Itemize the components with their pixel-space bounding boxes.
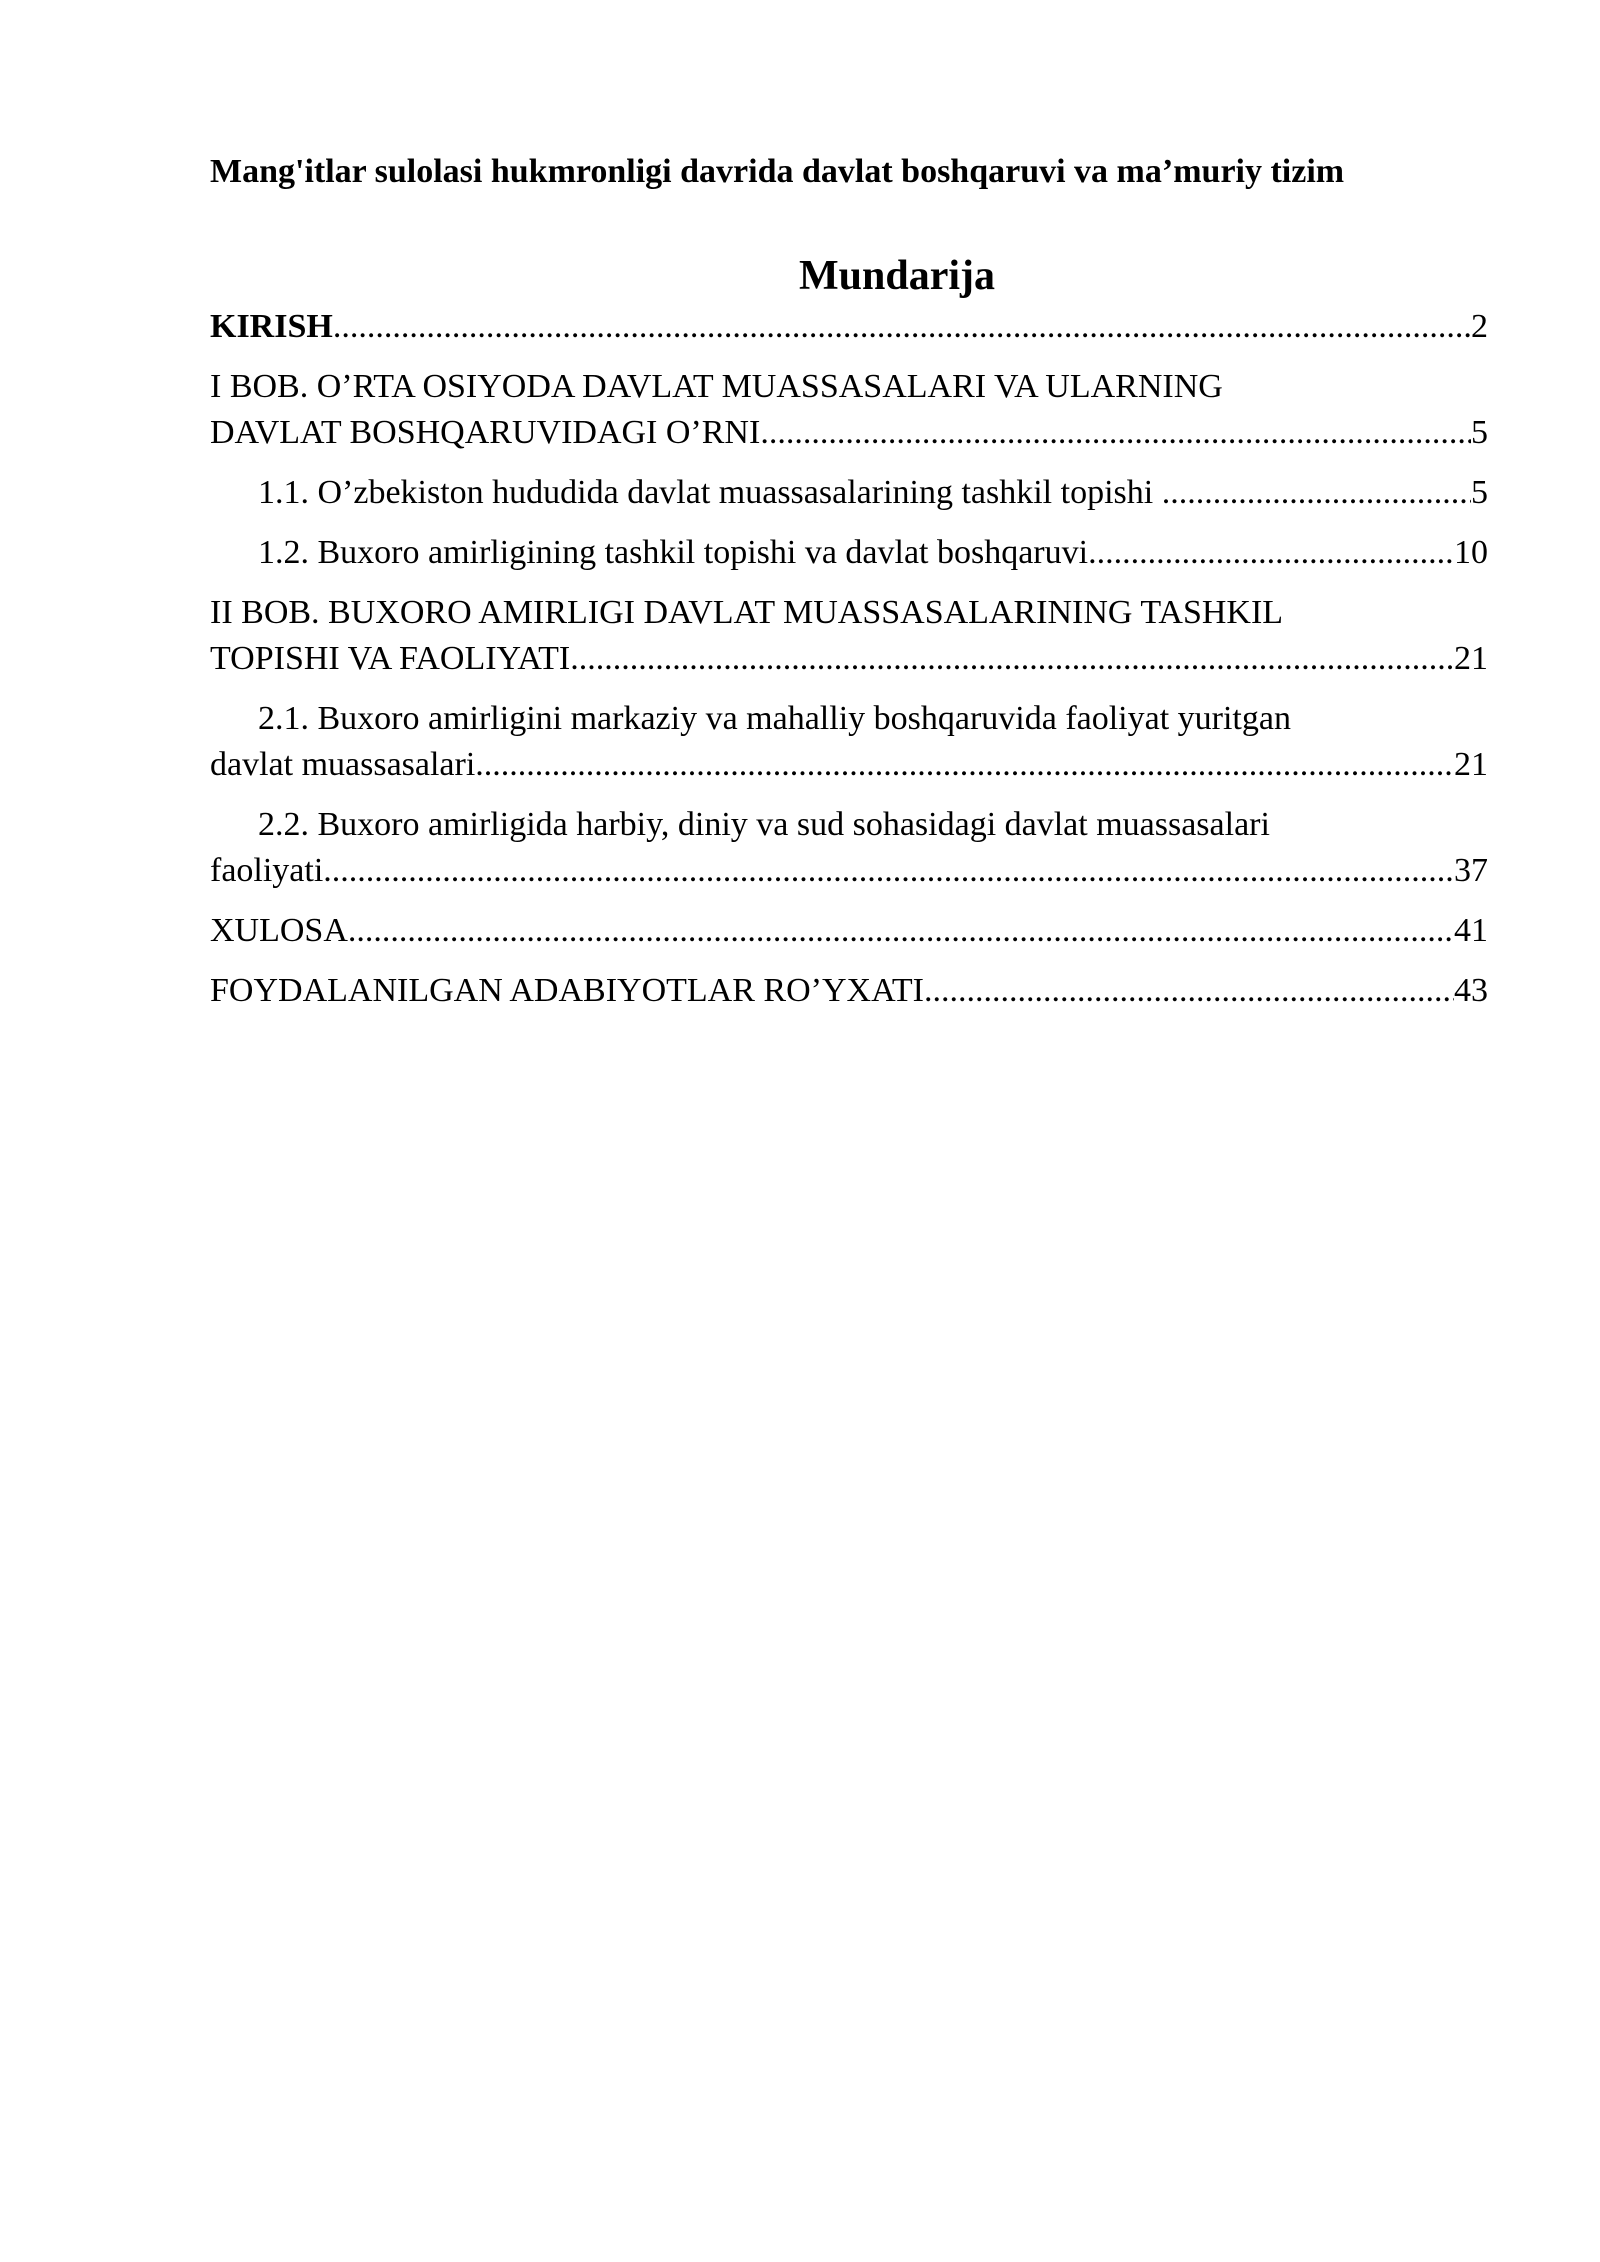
toc-entry-xulosa[interactable] [210,908,1488,954]
toc-entry-section-1-1[interactable] [210,470,1488,516]
toc-heading: Mundarija [798,253,995,299]
toc-entry-references[interactable] [210,968,1488,1014]
toc-entry-text: TOPISHI VA FAOLIYATI [210,640,571,677]
toc-entry-text-line1: 2.1. Buxoro amirligini markaziy va mahalliy boshqaruvida faoliyat yuritgan [258,700,1291,737]
toc-entry-text: KIRISH [210,308,333,345]
toc-entry-section-1-2[interactable] [210,530,1488,576]
toc-page-number: 2 [1471,308,1488,345]
toc-entry-text-line1: I BOB. O’RTA OSIYODA DAVLAT MUASSASALARI VA ULARNING [210,368,1223,405]
toc-entry-text: XULOSA [210,912,348,949]
dot-leader [333,304,1471,350]
table-of-contents [210,304,1488,1028]
toc-entry-section-2-2[interactable] [210,802,1488,894]
toc-page-number: 21 [1454,640,1488,677]
toc-page-number: 5 [1471,414,1488,451]
toc-page-number: 43 [1454,972,1488,1009]
dot-leader [570,636,1454,682]
toc-entry-chapter-1[interactable] [210,364,1488,456]
toc-entry-text: davlat muassasalari [210,746,476,783]
document-title: Mang'itlar sulolasi hukmronligi davrida davlat boshqaruvi va ma’muriy tizim [210,153,1345,190]
toc-page-number: 37 [1454,852,1488,889]
dot-leader [924,968,1454,1014]
toc-page-number: 5 [1471,474,1488,511]
toc-entry-chapter-2[interactable] [210,590,1488,682]
dot-leader [475,742,1454,788]
toc-page-number: 21 [1454,746,1488,783]
toc-entry-text-line1: 2.2. Buxoro amirligida harbiy, diniy va sud sohasidagi davlat muassasalari [258,806,1270,843]
toc-entry-text: faoliyati [210,852,324,889]
dot-leader [1088,530,1454,576]
dot-leader [1162,470,1471,516]
toc-page-number: 10 [1454,534,1488,571]
toc-entry-text: 1.2. Buxoro amirligining tashkil topishi va davlat boshqaruvi [258,534,1089,571]
toc-entry-text-line1: II BOB. BUXORO AMIRLIGI DAVLAT MUASSASALARINING TASHKIL [210,594,1284,631]
toc-entry-text: DAVLAT BOSHQARUVIDAGI O’RNI [210,414,761,451]
toc-page-number: 41 [1454,912,1488,949]
toc-entry-section-2-1[interactable] [210,696,1488,788]
dot-leader [323,848,1454,894]
toc-entry-text: FOYDALANILGAN ADABIYOTLAR RO’YXATI [210,972,924,1009]
dot-leader [760,410,1471,456]
dot-leader [348,908,1454,954]
toc-entry-text: 1.1. O’zbekiston hududida davlat muassasalarining tashkil topishi [258,474,1162,511]
toc-entry-kirish[interactable] [210,304,1488,350]
